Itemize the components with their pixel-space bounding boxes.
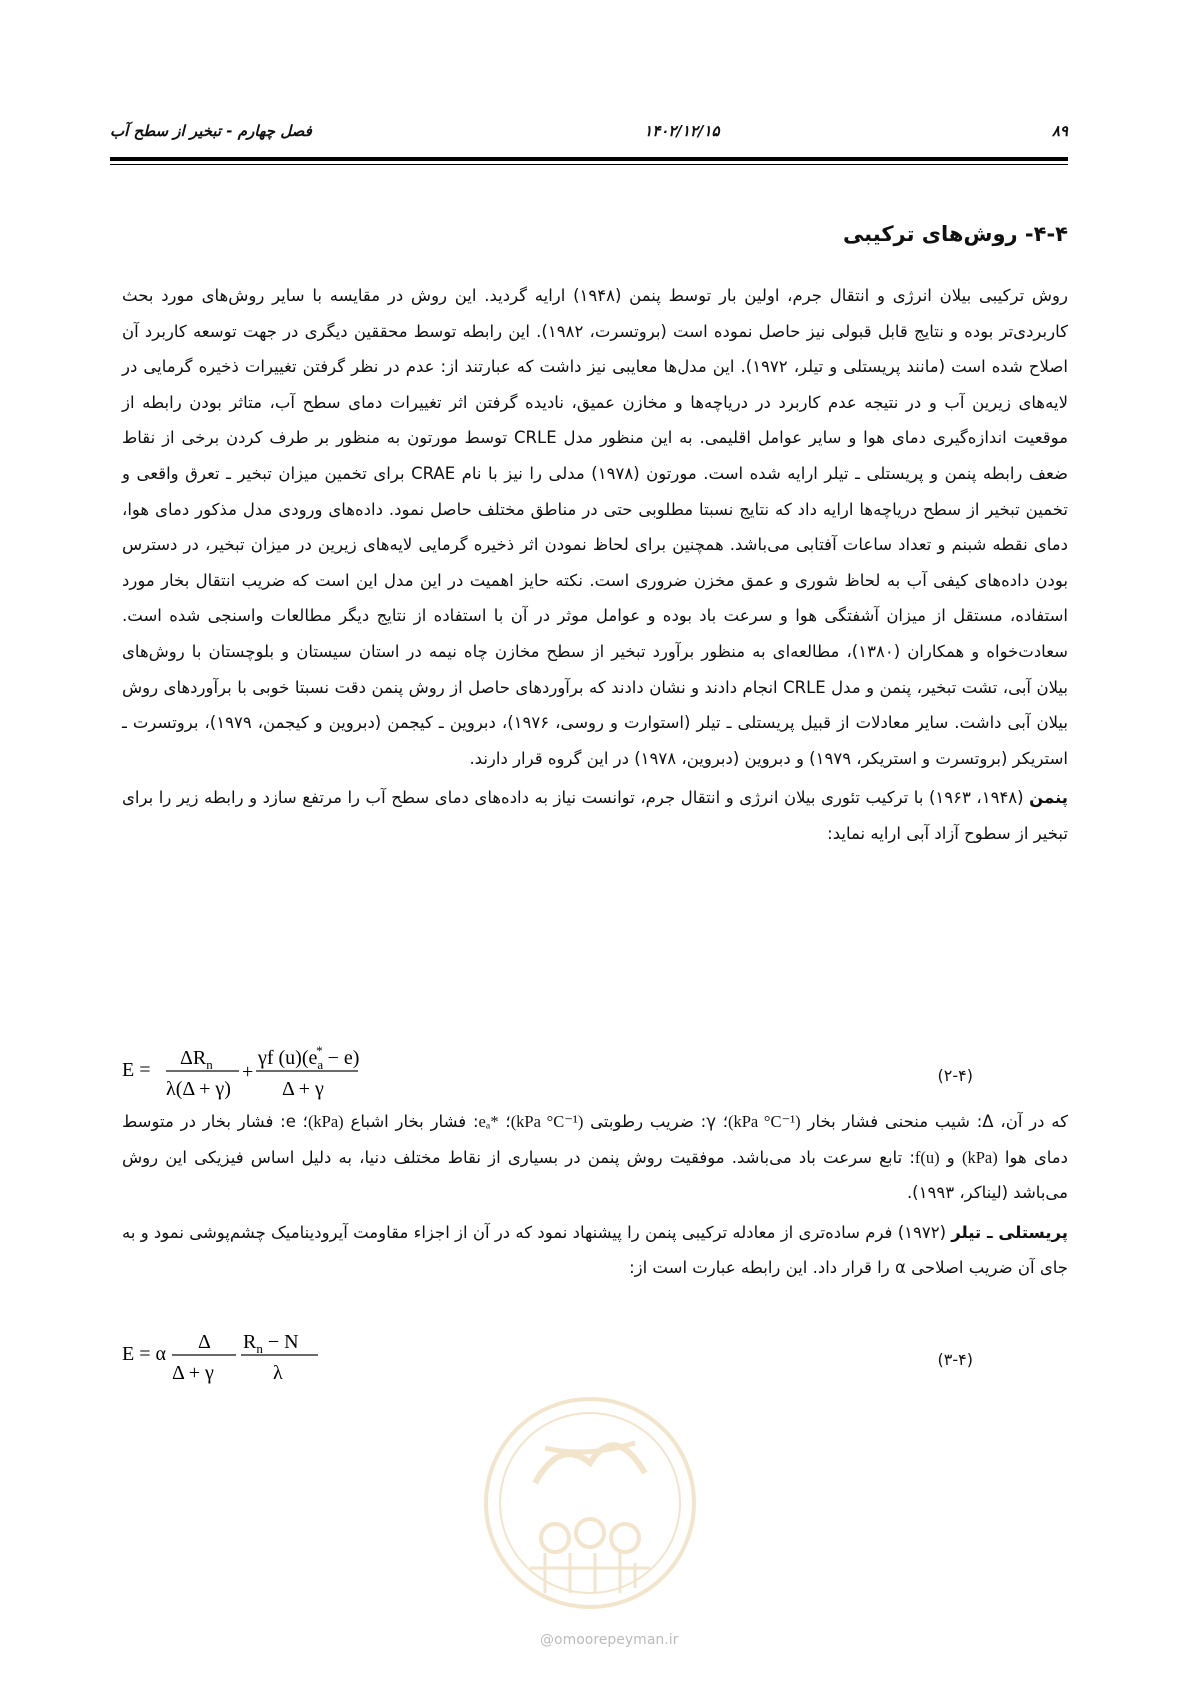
- paragraph-priestley-taylor: [122, 1215, 1068, 1286]
- paragraph-symbols: که در آن، Δ: شیب منحنی فشار بخار (kPa °C⁻¹)؛ γ: ضریب رطوبتی (kPa °C⁻¹)؛ eₐ*: فشار بخار اشباع (kPa)؛ e: فشار بخار در متوسط دمای هوا (kPa) و f(u): تابع سرعت باد می‌باشد. موفقیت روش پنمن در بسیاری از نقاط مختلف دنیا، به دلیل اساس فیزیکی این روش می‌باشد (لیناکر، ۱۹۹۳).: [122, 1112, 1069, 1203]
- header-rule-thin: [110, 164, 1068, 165]
- section-title: ۴-۴- روش‌های ترکیبی: [842, 222, 1068, 246]
- watermark-logo: [475, 1388, 705, 1618]
- eq2-f2-den: λ: [273, 1362, 283, 1384]
- priestley-taylor-formula: [122, 1322, 352, 1402]
- eq1-lhs: E =: [122, 1059, 151, 1081]
- priestley-taylor-text: (۱۹۷۲) فرم ساده‌تری از معادله ترکیبی پنمن را پیشنهاد نمود که در آن از اجزاء مقاومت آیرودینامیک چشم‌پوشی نمود و به جای آن ضریب اصلاحی α را قرار داد. این رابطه عبارت است از:: [122, 1222, 1068, 1278]
- page-header: [110, 122, 1068, 140]
- equation-number: (۲-۴): [937, 1066, 973, 1085]
- body-text-2: [122, 1104, 1068, 1286]
- eq1-t1-num: $\Delta R_n$: [180, 1047, 213, 1072]
- header-date: ۱۴۰۲/۱۲/۱۵: [644, 122, 720, 140]
- body-text: [122, 278, 1068, 852]
- eq1-t2-num: γf $(u)(e_a* - e)$: [258, 1043, 360, 1072]
- eq1-t2-den: Δ + γ: [282, 1078, 324, 1100]
- penman-name: پنمن: [1029, 788, 1068, 808]
- priestley-taylor-name: پریستلی ـ تیلر: [951, 1222, 1068, 1242]
- penman-text: (۱۹۴۸، ۱۹۶۳) با ترکیب تئوری بیلان انرژی و انتقال جرم، توانست نیاز به داده‌های دمای سطح آب را مرتفع سازد و رابطه زیر را برای تبخیر از سطوح آزاد آبی ارایه نماید:: [122, 788, 1068, 843]
- eq1-plus: +: [242, 1061, 254, 1083]
- eq2-lhs: E = α: [122, 1343, 166, 1365]
- eq2-f2-num: $R_n - N$: [243, 1331, 299, 1356]
- equation-number: (۳-۴): [937, 1350, 973, 1369]
- eq2-f1-num: Δ: [198, 1331, 211, 1353]
- header-rule: [110, 157, 1068, 161]
- watermark-url: @omoorepeyman.ir: [540, 1632, 679, 1648]
- paragraph-penman: [122, 780, 1068, 851]
- paragraph-intro: روش ترکیبی بیلان انرژی و انتقال جرم، اولین بار توسط پنمن (۱۹۴۸) ارایه گردید. این روش در مقایسه با سایر روش‌های مورد بحث کاربردی‌تر بوده و نتایج قابل قبولی نیز حاصل نموده است (بروتسرت، ۱۹۸۲). این رابطه توسط محققین دیگری در جهت توسعه کاربرد آن اصلاح شده است (مانند پریستلی و تیلر، ۱۹۷۲). این مدل‌ها معایبی نیز داشت که عبارتند از: عدم در نظر گرفتن تغییرات ذخیره گرمایی در لایه‌های زیرین آب و در نتیجه عدم کاربرد در دریاچه‌ها و مخازن عمیق، نادیده گرفتن اثر تغییرات دمای سطح آب، متاثر بودن رابطه از موقعیت اندازه‌گیری دمای هوا و سایر عوامل اقلیمی. به این منظور مدل CRLE توسط مورتون به منظور بر طرف کردن برخی از نقاط ضعف رابطه پنمن و پریستلی ـ تیلر ارایه شده است. مورتون (۱۹۷۸) مدلی را نیز با نام CRAE برای تخمین میزان تبخیر ـ تعرق واقعی و تخمین تبخیر از سطح دریاچه‌ها ارایه داد که نتایج نسبتا مطلوبی حتی در مناطق مختلف حاصل نمود. داده‌های ورودی مدل مذکور دمای هوا، دمای نقطه شبنم و تعداد ساعات آفتابی می‌باشد. همچنین برای لحاظ نمودن اثر ذخیره گرمایی لایه‌های زیرین در میزان تبخیر، در دسترس بودن داده‌های کیفی آب به لحاظ شوری و عمق مخزن ضروری است. نکته حایز اهمیت در این مدل این است که ضریب انتقال بخار مورد استفاده، مستقل از میزان آشفتگی هوا و سرعت باد بوده و عوامل موثر در آن با استفاده از نتایج دیگر مطالعات واسنجی شده است. سعادت‌خواه و همکاران (۱۳۸۰)، مطالعه‌ای به منظور برآورد تبخیر از سطح مخازن چاه نیمه در استان سیستان و بلوچستان با روش‌های بیلان آبی، تشت تبخیر، پنمن و مدل CRLE انجام دادند و نشان دادند که برآوردهای حاصل از روش پنمن دقت نسبتا خوبی با برآوردهای روش بیلان آبی داشت. سایر معادلات از قبیل پریستلی ـ تیلر (استوارت و روسی، ۱۹۷۶)، دبروین ـ کیجمن (دبروین و کیجمن، ۱۹۷۹)، بروتسرت ـ استریکر (بروتسرت و استریکر، ۱۹۷۹) و دبروین (دبروین، ۱۹۷۸) در این گروه قرار دارند.: [122, 286, 1069, 768]
- eq1-t1-den: λ(Δ + γ): [166, 1078, 231, 1100]
- page-number: ۸۹: [1051, 122, 1068, 140]
- chapter-title: فصل چهارم - تبخیر از سطح آب: [110, 122, 312, 140]
- eq2-f1-den: Δ + γ: [172, 1362, 214, 1384]
